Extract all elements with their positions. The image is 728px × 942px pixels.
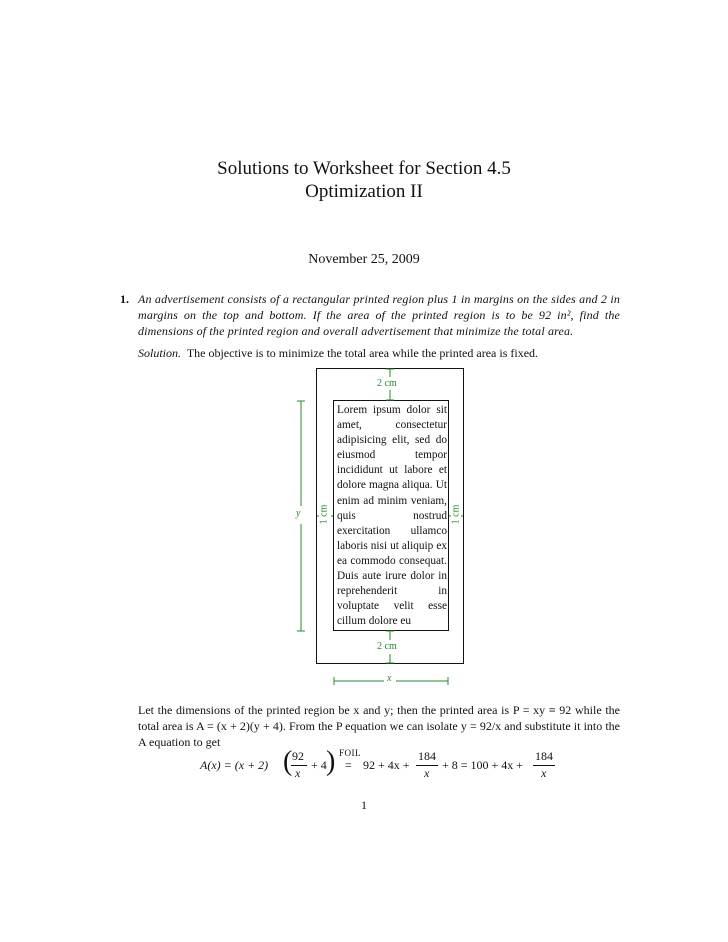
foil-label: FOIL (339, 748, 361, 758)
equation-middle-2: + 8 = 100 + 4x + (442, 758, 524, 772)
problem-statement: An advertisement consists of a rectangular printed region plus 1 in margins on the sides and 2 in margins on the top and bottom. If the area of the printed region is to be 92 in², find the dimensions of the printed region and overall advertisement that minimize the total area. (138, 292, 620, 338)
x-label: x (387, 673, 392, 684)
printed-region-text: Lorem ipsum dolor sit amet, consectetur adipisicing elit, sed do eiusmod tempor incididunt ut labore et dolore magna aliqua. Ut enim ad minim veniam, quis nostrud exercitation ullamco laboris nisi ut aliquip ex ea commodo consequat. Duis aute irure dolor in reprehenderit in voluptate velit esse cillum dolore eu (337, 404, 447, 628)
top-margin-label: 2 cm (377, 378, 397, 389)
page-title: Solutions to Worksheet for Section 4.5 (217, 158, 511, 179)
frac2-numerator: 184 (418, 749, 436, 763)
frac3-denominator: x (541, 766, 547, 780)
equals-sign: = (345, 758, 352, 772)
frac2-denominator: x (424, 766, 430, 780)
right-margin-label: 1 cm (450, 504, 462, 525)
frac1-denominator: x (295, 766, 301, 780)
solution-paragraph: Let the dimensions of the printed region be x and y; then the printed area is P = xy ≡ 92 while the total area is A = (x + 2)(y + 4). From the P equation we can isolate y = 92/x and substitute it into the A equation to get (138, 703, 620, 749)
bottom-margin-label: 2 cm (377, 641, 397, 652)
page-subtitle: Optimization II (305, 181, 423, 202)
solution-label: Solution. (138, 346, 182, 360)
page-number: 1 (361, 798, 367, 812)
problem-number: 1. (120, 292, 129, 306)
y-label: y (296, 508, 301, 519)
solution-text: The objective is to minimize the total area while the printed area is fixed. (186, 346, 539, 360)
left-paren: ( (283, 746, 293, 777)
plus-four: + 4 (311, 758, 327, 772)
left-margin-label: 1 cm (318, 504, 330, 525)
document-date: November 25, 2009 (308, 252, 420, 267)
equation-lhs: A(x) = (x + 2) (200, 758, 269, 772)
equation-middle: 92 + 4x + (363, 758, 410, 772)
frac3-numerator: 184 (535, 749, 553, 763)
frac1-numerator: 92 (292, 749, 304, 763)
right-paren: ) (326, 746, 336, 777)
solution-intro (138, 346, 628, 361)
